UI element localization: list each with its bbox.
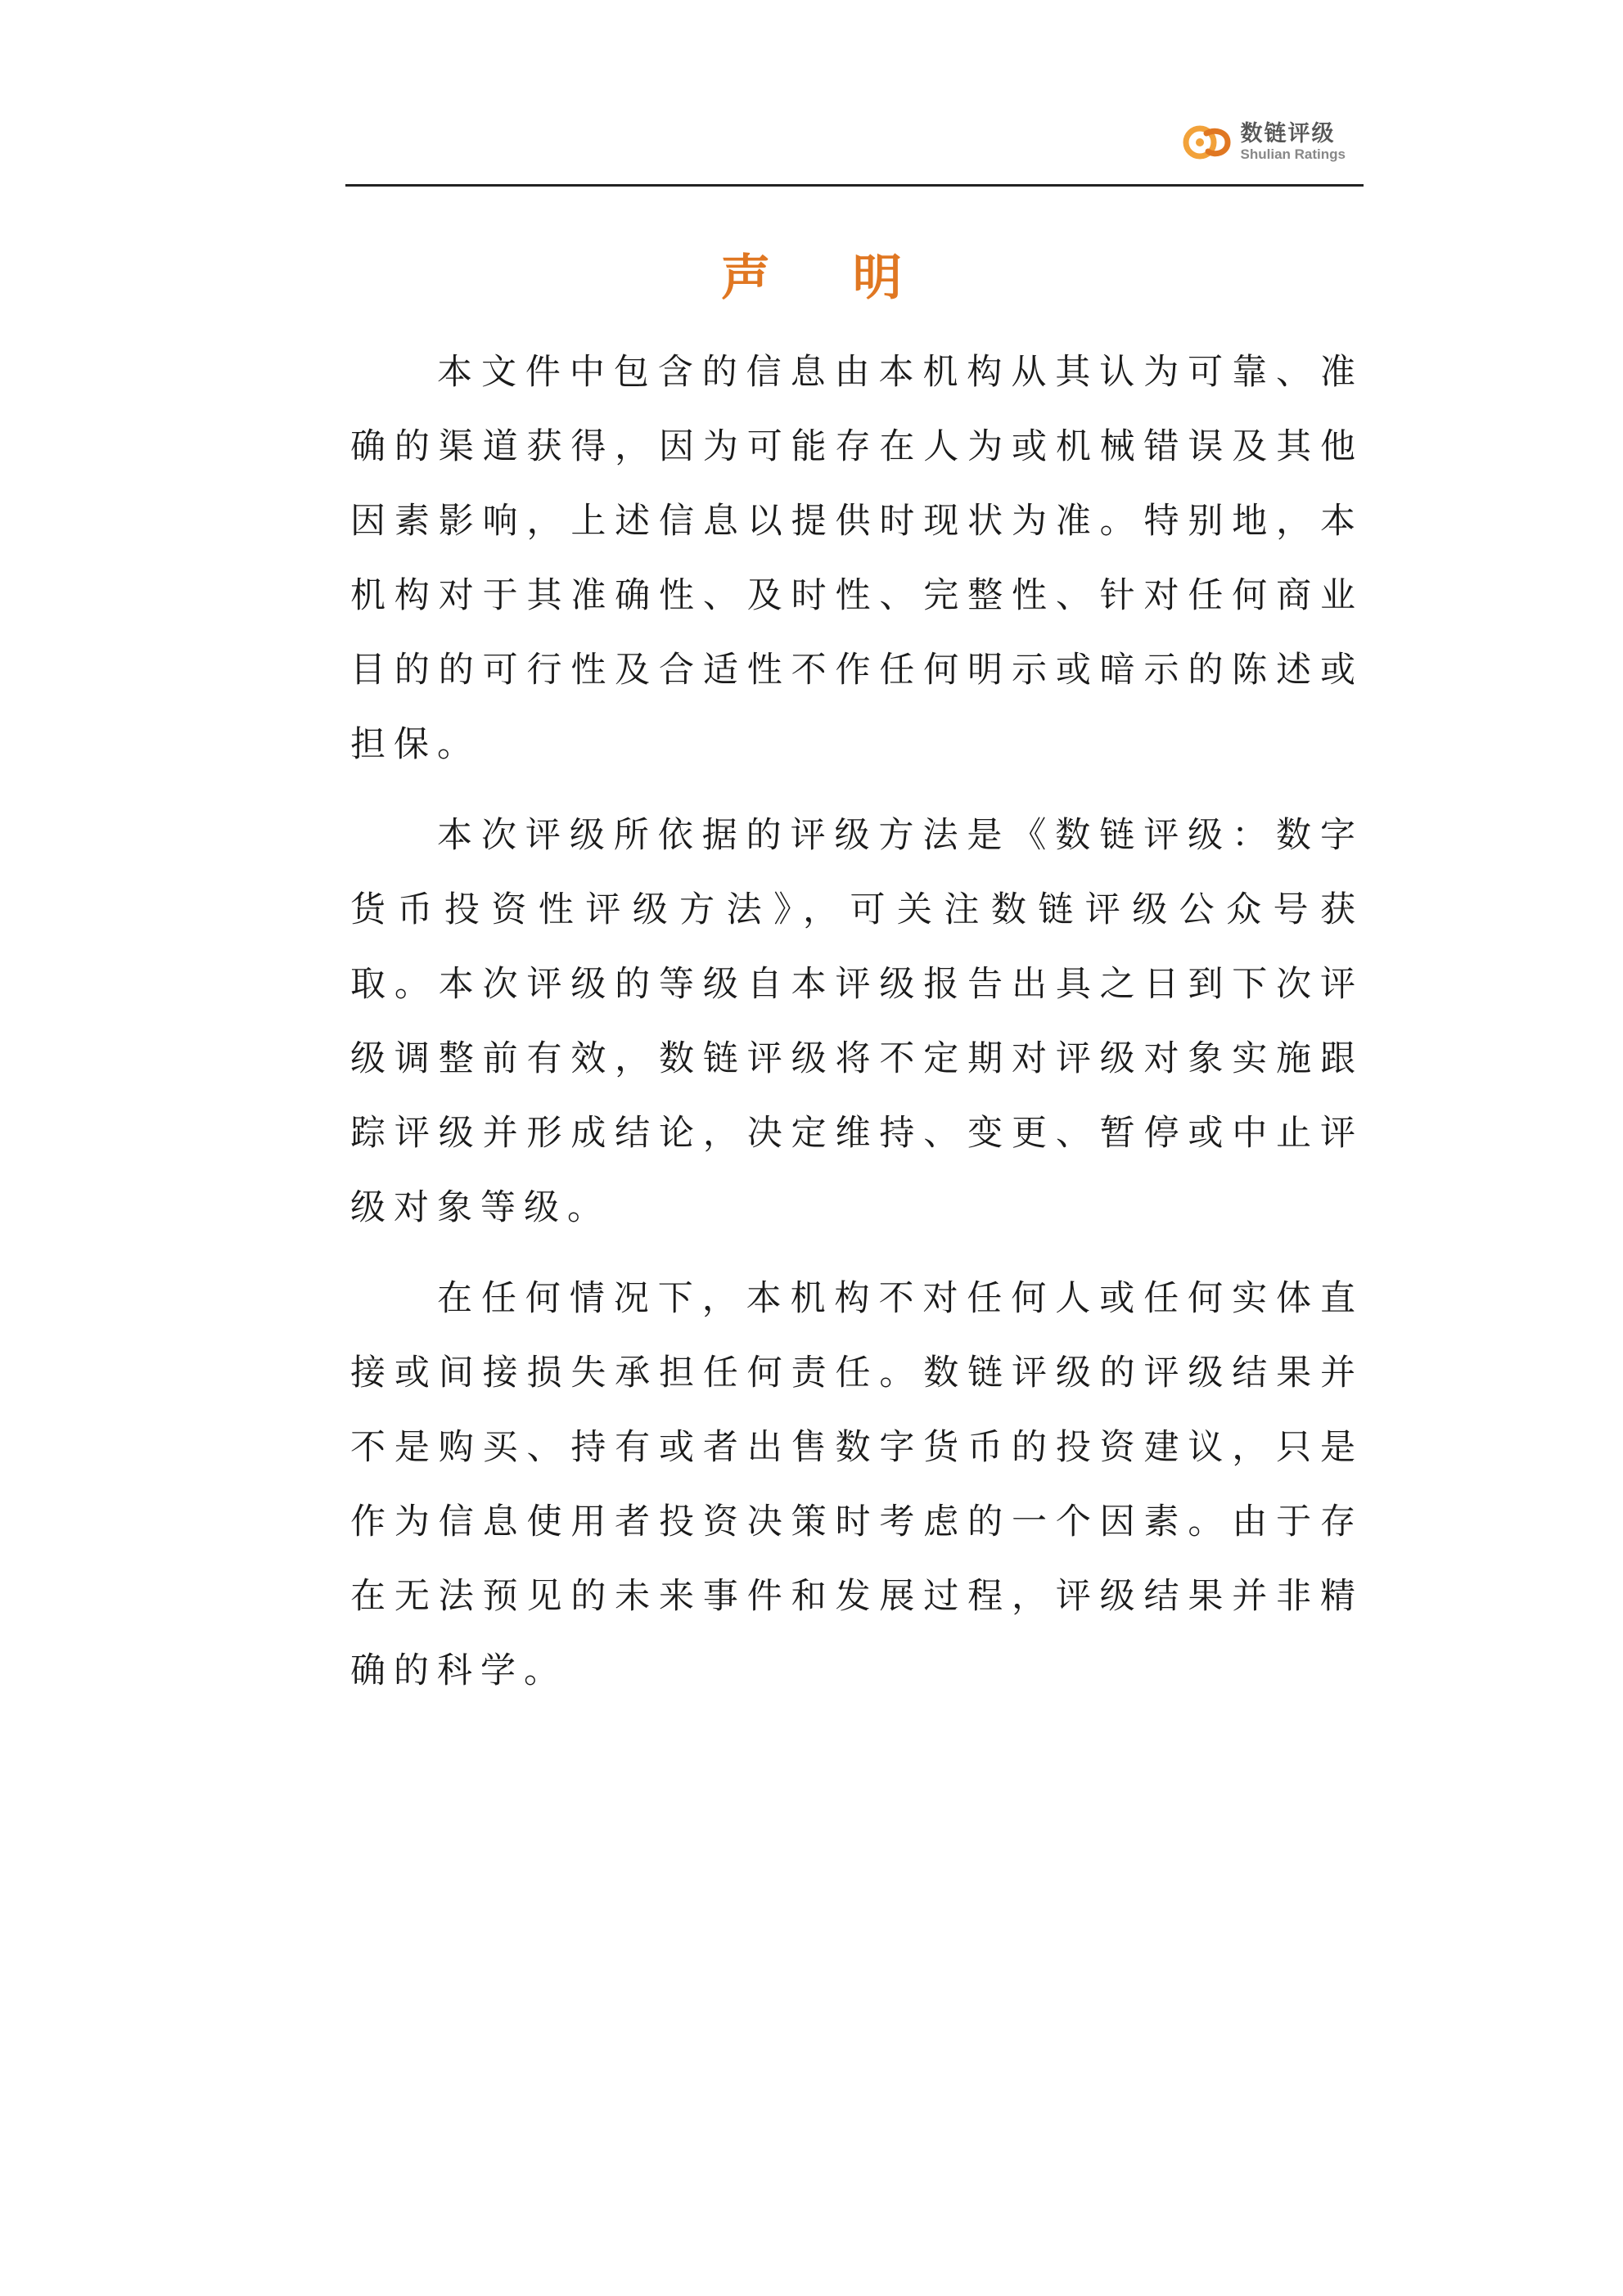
logo-name-cn: 数链评级 xyxy=(1240,121,1336,146)
statement-body xyxy=(350,335,1364,1725)
logo-name-en: Shulian Ratings xyxy=(1240,146,1346,162)
paragraph-rating-method: 本次评级所依据的评级方法是《数链评级：数字货币投资性评级方法》，可关注数链评级公众号获取。本次评级的等级自本评级报告出具之日到下次评级调整前有效，数链评级将不定期对评级对象实施跟踪评级并形成结论，决定维持、变更、暂停或中止评级对象等级。 xyxy=(350,815,1364,1228)
paragraph-liability: 在任何情况下，本机构不对任何人或任何实体直接或间接损失承担任何责任。数链评级的评级结果并不是购买、持有或者出售数字货币的投资建议，只是作为信息使用者投资决策时考虑的一个因素。由于存在无法预见的未来事件和发展过程，评级结果并非精确的科学。 xyxy=(350,1278,1364,1691)
logo-text xyxy=(1241,121,1346,163)
shulian-logo-icon xyxy=(1182,122,1233,163)
page-title: 声 明 xyxy=(721,250,935,307)
page-header xyxy=(345,106,1364,187)
brand-logo xyxy=(1182,121,1346,163)
paragraph-disclaimer-accuracy: 本文件中包含的信息由本机构从其认为可靠、准确的渠道获得，因为可能存在人为或机械错误及其他因素影响，上述信息以提供时现状为准。特别地，本机构对于其准确性、及时性、完整性、针对任何商业目的的可行性及合适性不作任何明示或暗示的陈述或担保。 xyxy=(350,352,1364,765)
